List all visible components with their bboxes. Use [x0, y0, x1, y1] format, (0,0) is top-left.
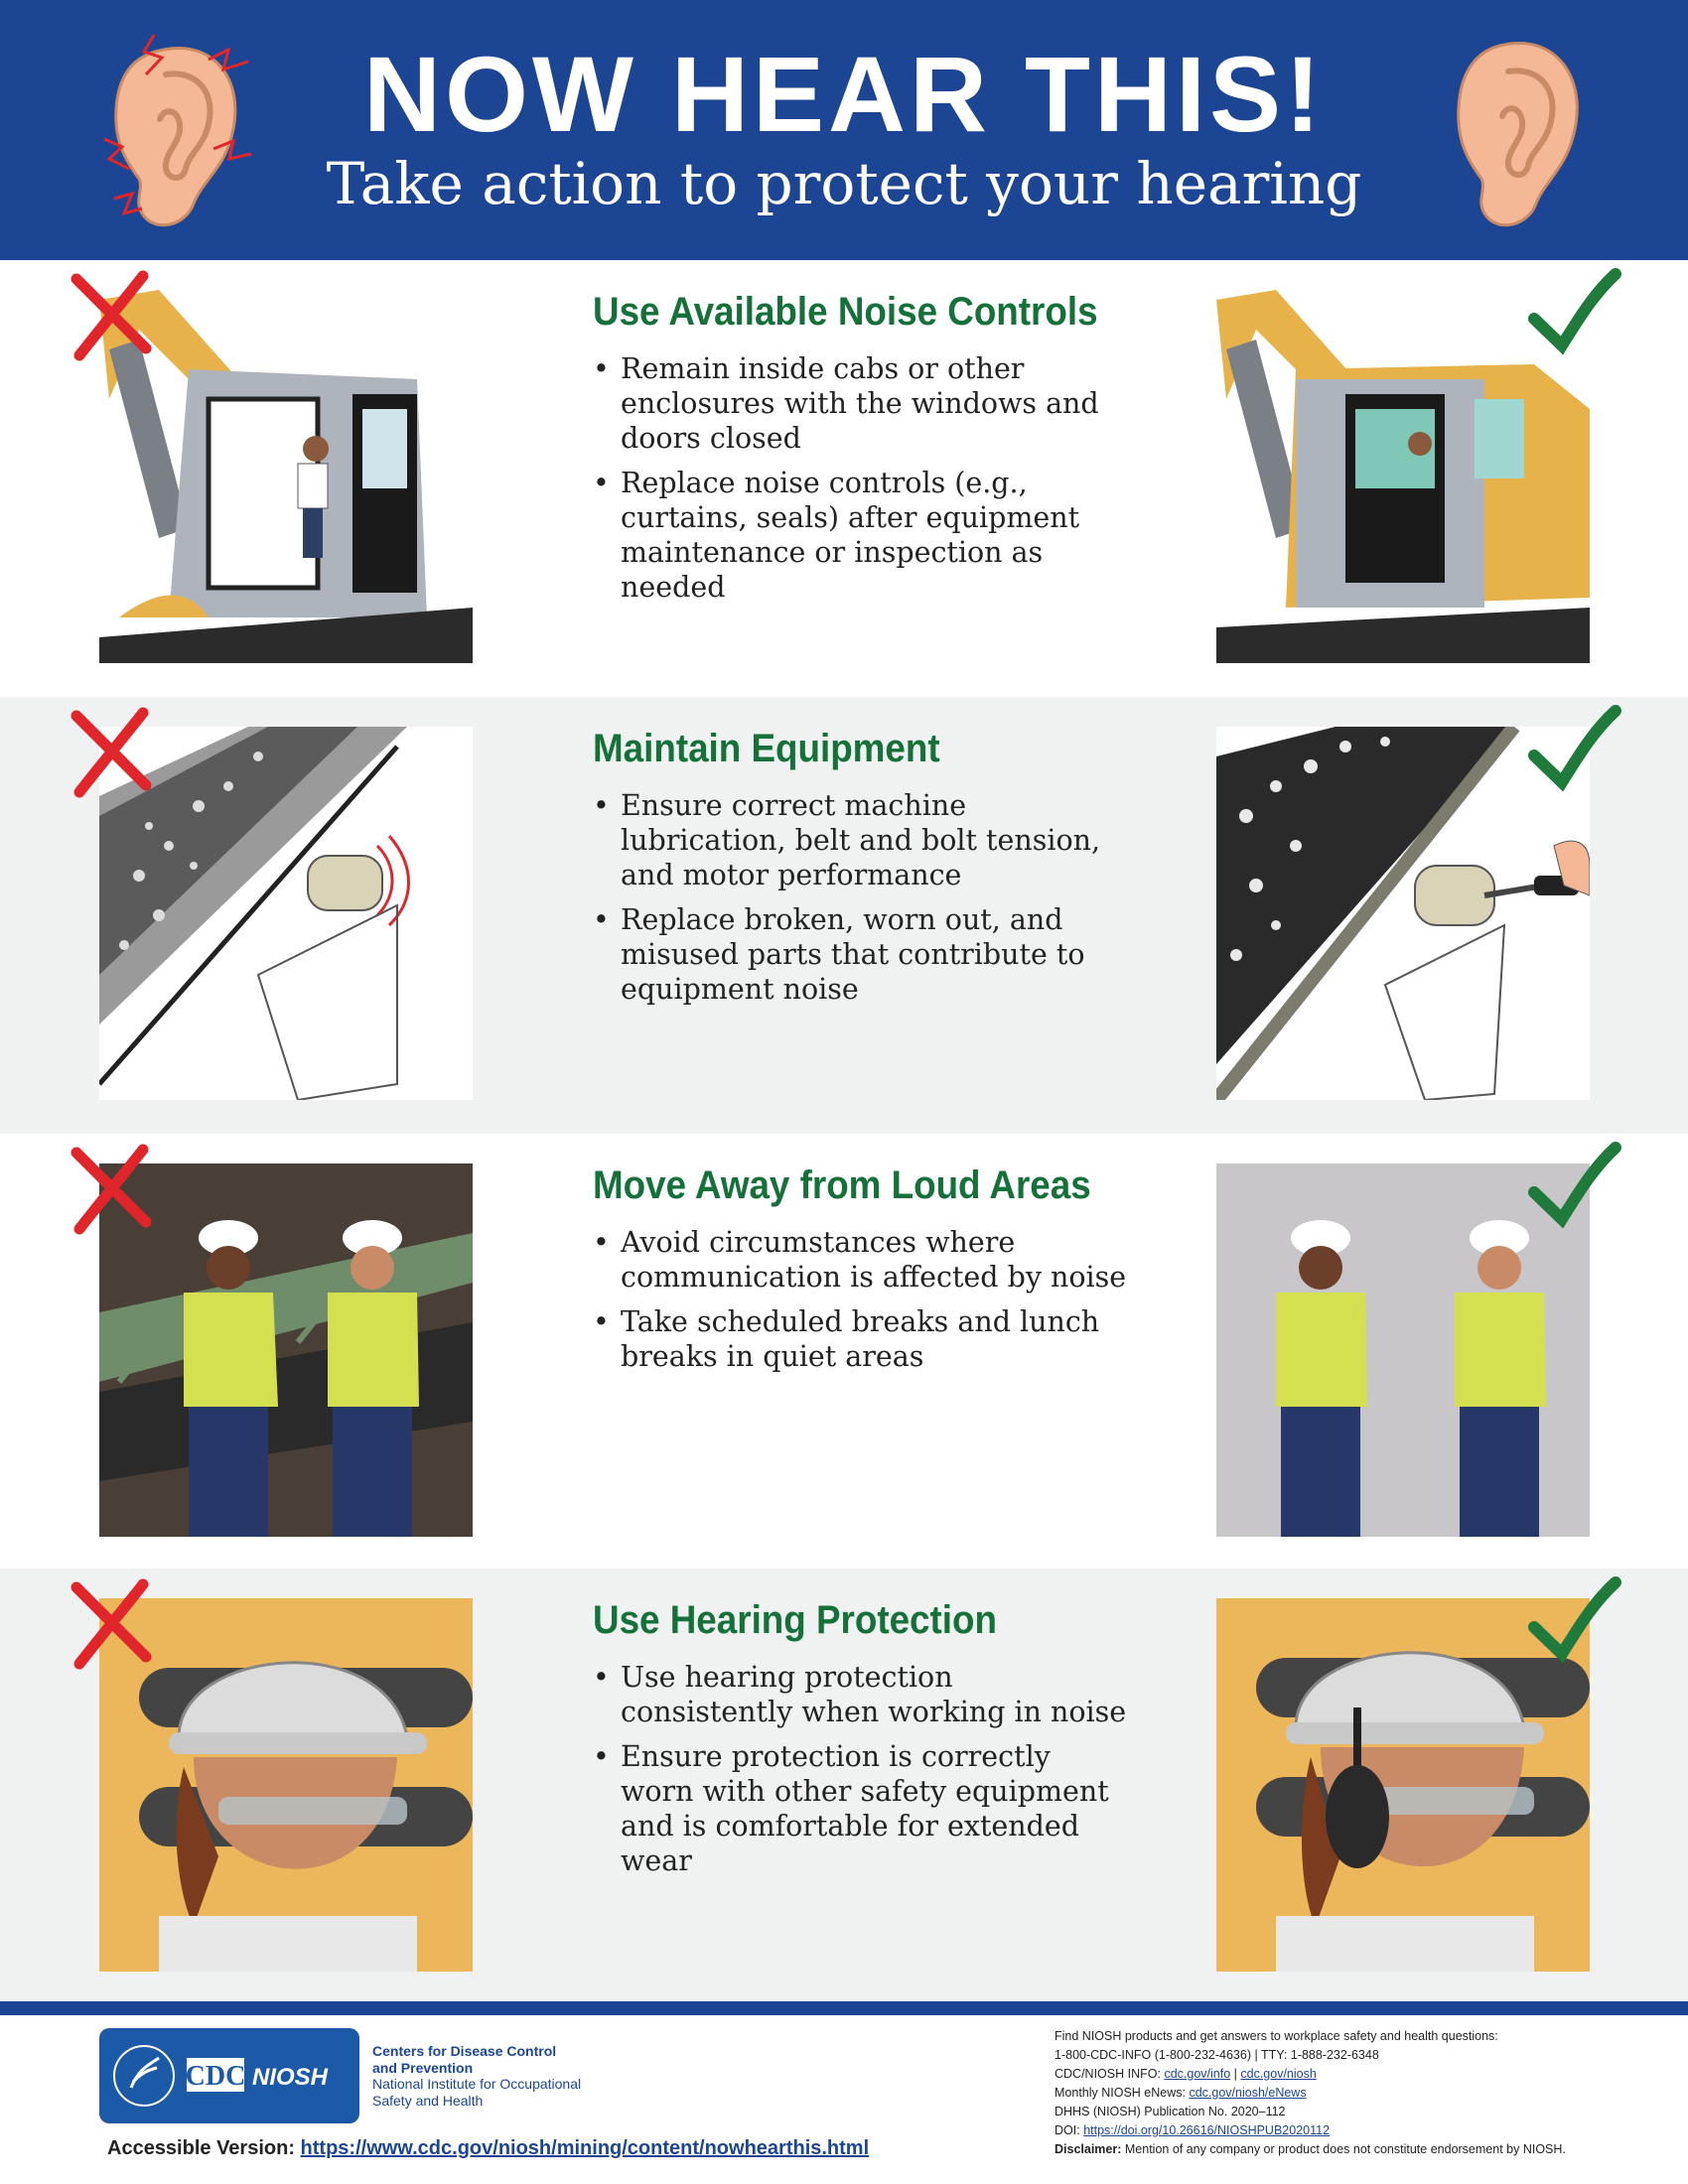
disclaimer: [1055, 2140, 1650, 2159]
section-move-away: [0, 1134, 1688, 1570]
section-title: Use Hearing Protection: [593, 1598, 997, 1642]
accessible-version: [107, 2137, 869, 2160]
red-x-icon: [62, 1138, 161, 1237]
bullet-item: • Avoid circumstances where communication is affected by noise: [593, 1225, 1129, 1295]
contact-info: [1055, 2027, 1650, 2159]
bullet-list: [593, 1660, 1129, 1888]
section-title: Use Available Noise Controls: [593, 290, 1098, 334]
info-cdc-label: CDC/NIOSH INFO:: [1055, 2067, 1161, 2081]
info-cdc-row: [1055, 2065, 1650, 2084]
disclaimer-label: Disclaimer:: [1055, 2142, 1122, 2156]
info-enews-row: [1055, 2084, 1650, 2103]
section-title: Maintain Equipment: [593, 727, 940, 770]
cdc-niosh-logo: [99, 2028, 359, 2123]
section-title: Move Away from Loud Areas: [593, 1163, 1091, 1207]
info-enews-label: Monthly NIOSH eNews:: [1055, 2086, 1186, 2100]
section-noise-controls: [0, 260, 1688, 697]
bullet-item: • Replace noise controls (e.g., curtains, seals) after equipment maintenance or inspection as needed: [593, 466, 1129, 605]
bullet-item: • Ensure correct machine lubrication, belt and bolt tension, and motor performance: [593, 788, 1129, 892]
cdc-niosh-link[interactable]: cdc.gov/niosh: [1240, 2067, 1317, 2081]
bullet-item: • Remain inside cabs or other enclosures with the windows and doors closed: [593, 351, 1129, 456]
info-doi-label: DOI:: [1055, 2123, 1080, 2137]
section-hearing-protection: [0, 1569, 1688, 2005]
info-intro: Find NIOSH products and get answers to workplace safety and health questions:: [1055, 2029, 1498, 2043]
cdc-logo-text: CDC: [185, 2061, 246, 2092]
page-title: NOW HEAR THIS!: [363, 34, 1325, 154]
enews-link[interactable]: cdc.gov/niosh/eNews: [1189, 2086, 1307, 2100]
green-check-icon: [1524, 264, 1623, 363]
agency-name: [372, 2043, 581, 2109]
bullet-item: • Ensure protection is correctly worn with other safety equipment and is comfortable for extended wear: [593, 1739, 1129, 1878]
bullet-item: • Take scheduled breaks and lunch breaks in quiet areas: [593, 1304, 1129, 1374]
info-doi-row: [1055, 2121, 1650, 2140]
section-maintain-equipment: [0, 697, 1688, 1134]
footer-divider: [0, 2001, 1688, 2015]
bullet-list: [593, 788, 1129, 1017]
accessible-version-link[interactable]: https://www.cdc.gov/niosh/mining/content/nowhearthis.html: [300, 2137, 870, 2159]
header-banner: [0, 0, 1688, 260]
agency-line: Centers for Disease Control: [372, 2043, 557, 2059]
red-x-icon: [62, 701, 161, 800]
page-subtitle: Take action to protect your hearing: [326, 150, 1362, 217]
bullet-item: • Replace broken, worn out, and misused parts that contribute to equipment noise: [593, 902, 1129, 1007]
bullet-list: [593, 1225, 1129, 1384]
niosh-logo-text: NIOSH: [252, 2064, 329, 2091]
agency-line: and Prevention: [372, 2059, 474, 2076]
info-publication: DHHS (NIOSH) Publication No. 2020–112: [1055, 2105, 1286, 2118]
cdc-info-link[interactable]: cdc.gov/info: [1164, 2067, 1231, 2081]
doi-link[interactable]: https://doi.org/10.26616/NIOSHPUB2020112: [1083, 2123, 1331, 2137]
bullet-item: • Use hearing protection consistently when working in noise: [593, 1660, 1129, 1729]
green-check-icon: [1524, 1572, 1623, 1672]
bullet-list: [593, 351, 1129, 614]
info-separator: |: [1233, 2067, 1237, 2081]
accessible-label: Accessible Version:: [107, 2137, 295, 2159]
red-x-icon: [62, 1572, 161, 1672]
red-x-icon: [62, 264, 161, 363]
green-check-icon: [1524, 1138, 1623, 1237]
agency-line: National Institute for Occupational: [372, 2076, 582, 2092]
ear-icon: [1435, 30, 1594, 238]
disclaimer-text: Mention of any company or product does not constitute endorsement by NIOSH.: [1124, 2142, 1566, 2156]
green-check-icon: [1524, 701, 1623, 800]
info-phone: 1-800-CDC-INFO (1-800-232-4636) | TTY: 1-888-232-6348: [1055, 2048, 1379, 2062]
agency-line: Safety and Health: [372, 2092, 484, 2109]
